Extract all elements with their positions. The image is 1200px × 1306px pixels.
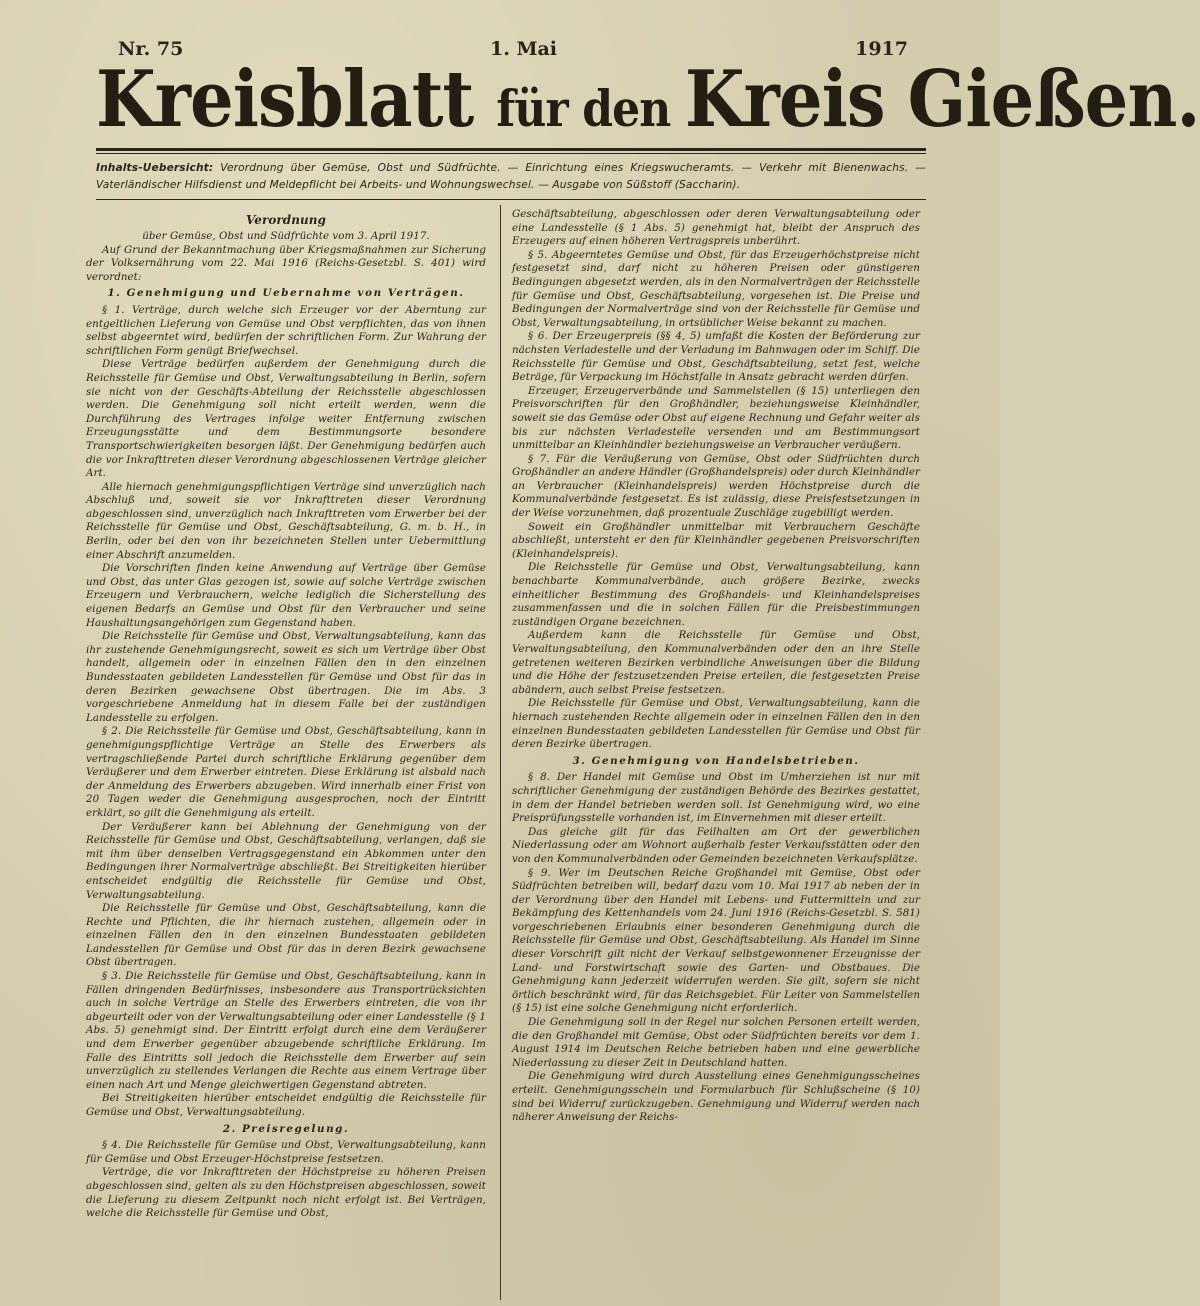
paragraph: Die Reichsstelle für Gemüse und Obst, Geschäftsabteilung, kann die Rechte und Pflichten, die ihr hiernach zustehen, allgemein oder in einzelnen Fällen den in den einzelnen Bundesstaaten gebildeten Landesstellen für Gemüse und Obst für das in deren Bezirk gewachsene Obst übertragen. [86, 902, 486, 969]
article-title: Verordnung [246, 213, 326, 227]
paragraph: Die Reichsstelle für Gemüse und Obst, Verwaltungsabteilung, kann benachbarte Kommunalverbände, auch größere Bezirke, zwecks einheitlicher Bestimmung des Großhandels- und Kleinhandelspreises zusammenfassen und die in solchen Fällen für die Preisbestimmungen zuständigen Organe bezeichnen. [512, 561, 920, 628]
section-heading: 1. Genehmigung und Uebernahme von Verträgen. [107, 287, 465, 300]
toc-text: Verordnung über Gemüse, Obst und Südfrüchte. — Einrichtung eines Kriegswucheramts. — Verkehr mit Bienenwachs. — Vaterländischer Hilfsdienst und Meldepflicht bei Arbeits- und Wohnungswechsel. — Ausgabe von Süßstoff (Saccharin). [96, 162, 926, 191]
paragraph: § 3. Die Reichsstelle für Gemüse und Obst, Geschäftsabteilung, kann in Fällen dringenden Bedürfnisses, insbesondere aus Transportrücksichten auch in solche Verträge an Stelle des Erwerbers eintreten, die von ihr abgeurteilt oder von der Verwaltungsabteilung oder einer Landesstelle (§ 1 Abs. 5) genehmigt sind. Der Eintritt erfolgt durch eine dem Veräußerer und dem Erwerber gegenüber abzugebende schriftliche Erklärung. Im Falle des Eintritts soll jedoch die Reichsstelle dem Erwerber auf sein unverzüglich zu stellendes Verlangen die Rechte aus einem Vertrage über einen nach Art und Menge gleichwertigen Gegenstand abtreten. [86, 970, 486, 1091]
article-subtitle: über Gemüse, Obst und Südfrüchte vom 3. April 1917. [142, 230, 430, 242]
paragraph: Alle hiernach genehmigungspflichtigen Verträge sind unverzüglich nach Abschluß und, soweit sie vor Inkrafttreten dieser Verordnung abgeschlossen sind, unverzüglich nach Inkrafttreten vom Erwerber bei der Reichsstelle für Gemüse und Obst, Geschäftsabteilung, G. m. b. H., in Berlin, oder bei den von ihr bezeichneten Stellen unter Uebermittlung einer Abschrift anzumelden. [86, 480, 486, 561]
paragraph: Soweit ein Großhändler unmittelbar mit Verbrauchern Geschäfte abschließt, untersteht er den für Kleinhändler gegebenen Preisvorschriften (Kleinhandelspreis). [512, 520, 920, 560]
masthead-part-1: Kreisblatt [96, 54, 497, 145]
issue-number: Nr. 75 [118, 38, 184, 60]
paragraph: § 9. Wer im Deutschen Reiche Großhandel mit Gemüse, Obst oder Südfrüchten betreiben will, bedarf dazu vom 10. Mai 1917 ab neben der in der Verordnung über den Handel mit Lebens- und Futtermitteln und zur Bekämpfung des Kettenhandels vom 24. Juni 1916 (Reichs-Gesetzbl. S. 581) vorgeschriebenen Erlaubnis einer besonderen Genehmigung durch die Reichsstelle für Gemüse und Obst, Geschäftsabteilung. Als Handel im Sinne dieser Vorschrift gilt nicht der Verkauf selbstgewonnener Erzeugnisse der Land- und Forstwirtschaft sowie des Garten- und Obstbaues. Die Genehmigung kann jederzeit widerrufen werden. Sie gilt, sofern sie nicht örtlich beschränkt wird, für das Reichsgebiet. Für Leiter von Sammelstellen (§ 15) ist eine solche Genehmigung nicht erforderlich. [512, 866, 920, 1015]
section-heading: 3. Genehmigung von Handelsbetrieben. [572, 754, 860, 767]
paragraph: § 8. Der Handel mit Gemüse und Obst im Umherziehen ist nur mit schriftlicher Genehmigung der zuständigen Behörde des Bezirkes gestattet, in dem der Handel betrieben werden soll. Ist Genehmigung wird, wo eine Preisprüfungsstelle vorhanden ist, im Einvernehmen mit dieser erteilt. [512, 771, 920, 825]
paragraph: Die Reichsstelle für Gemüse und Obst, Verwaltungsabteilung, kann die hiernach zustehenden Rechte allgemein oder in einzelnen Fällen den in den einzelnen Bundesstaaten gebildeten Landesstellen für Gemüse und Obst für deren Bezirke übertragen. [512, 697, 920, 751]
paragraph: Bei Streitigkeiten hierüber entscheidet endgültig die Reichsstelle für Gemüse und Obst, Verwaltungsabteilung. [86, 1092, 486, 1118]
paragraph: Der Veräußerer kann bei Ablehnung der Genehmigung von der Reichsstelle für Gemüse und Obst, Geschäftsabteilung, verlangen, daß sie mit ihm über denselben Vertragsgegenstand ein Abkommen unter den Bedingungen ihrer Normalverträge abschließt. Bei Streitigkeiten hierüber entscheidet endgültig die Reichsstelle für Gemüse und Obst, Verwaltungsabteilung. [86, 820, 486, 901]
column-divider [500, 205, 501, 1300]
issue-date: 1. Mai [490, 38, 558, 60]
paragraph: Auf Grund der Bekanntmachung über Kriegsmaßnahmen zur Sicherung der Volksernährung vom 22. Mai 1916 (Reichs-Gesetzbl. S. 401) wird verordnet: [86, 243, 486, 283]
paragraph: Die Vorschriften finden keine Anwendung auf Verträge über Gemüse und Obst, das unter Glas gezogen ist, sowie auf solche Verträge zwischen Erzeugern und Verbrauchern, welche lediglich die Sicherstellung des eigenen Bedarfs an Gemüse und Obst für den Verbraucher und seine Haushaltungsangehörigen zum Gegenstand haben. [86, 562, 486, 629]
paragraph: Erzeuger, Erzeugerverbände und Sammelstellen (§ 15) unterliegen den Preisvorschriften für den Großhändler, beziehungsweise Kleinhändler, soweit sie das Gemüse oder Obst auf eigene Rechnung und Gefahr weiter als bis zur nächsten Verladestelle versenden und am Bestimmungsort unmittelbar an Kleinhändler beziehungsweise an Verbraucher veräußern. [512, 384, 920, 452]
right-column [512, 208, 920, 1303]
paragraph: Die Genehmigung wird durch Ausstellung eines Genehmigungsscheines erteilt. Genehmigungsschein und Formularbuch für Schlußscheine (§ 10) sind bei Widerruf zurückzugeben. Genehmigung und Widerruf werden nach näherer Anweisung der Reichs- [512, 1070, 920, 1124]
paragraph: Das gleiche gilt für das Feilhalten am Ort der gewerblichen Niederlassung oder am Wohnort außerhalb fester Verkaufsstätten oder den von den Kommunalverbänden oder Gemeinden bezeichneten Verkaufsplätze. [512, 825, 920, 865]
paragraph: § 5. Abgeerntetes Gemüse und Obst, für das Erzeugerhöchstpreise nicht festgesetzt sind, darf nicht zu höheren Preisen oder günstigeren Bedingungen abgesetzt werden, als in den Normalverträgen der Reichsstelle für Gemüse und Obst, Geschäftsabteilung, vorgesehen ist. Die Preise und Bedingungen der Normalverträge sind von der Reichsstelle für Gemüse und Obst, Verwaltungsabteilung, in ortsüblicher Weise bekannt zu machen. [512, 248, 920, 329]
masthead-part-3: Kreis Gießen. [684, 54, 1200, 145]
paragraph: § 2. Die Reichsstelle für Gemüse und Obst, Geschäftsabteilung, kann in genehmigungspflichtige Verträge an Stelle des Erwerbers als vertragschließende Partei durch schriftliche Erklärung gegenüber dem Veräußerer und dem Erwerber eintreten. Diese Erklärung ist alsbald nach der Anmeldung des Erwerbers abzugeben. Wird innerhalb einer Frist von 20 Tagen weder die Genehmigung ausgesprochen, noch der Eintritt erklärt, so gilt die Genehmigung als erteilt. [86, 725, 486, 819]
toc-label: Inhalts-Uebersicht: [96, 162, 214, 174]
paragraph: § 1. Verträge, durch welche sich Erzeuger vor der Aberntung zur entgeltlichen Lieferung von Gemüse und Obst verpflichten, das von ihnen selbst abgeerntet wird, bedürfen der schriftlichen Form. Zur Wahrung der schriftlichen Form genügt Briefwechsel. [86, 303, 486, 357]
paragraph: Diese Verträge bedürfen außerdem der Genehmigung durch die Reichsstelle für Gemüse und Obst, Verwaltungsabteilung in Berlin, sofern sie nicht von der Geschäfts-Abteilung der Reichsstelle abgeschlossen werden. Die Genehmigung soll nicht erteilt werden, wenn die Durchführung des Vertrages infolge weiter Entfernung zwischen Erzeugungsstätte und dem Bestimmungsorte besondere Transportschwierigkeiten besorgen läßt. Der Genehmigung bedürfen auch die vor Inkrafttreten dieser Verordnung abgeschlossenen Verträge gleicher Art. [86, 358, 486, 480]
issue-year: 1917 [855, 38, 908, 60]
paragraph: Verträge, die vor Inkrafttreten der Höchstpreise zu höheren Preisen abgeschlossen sind, gelten als zu den Höchstpreisen abgeschlossen, soweit die Lieferung zu diesem Zeitpunkt noch nicht erfolgt ist. Bei Verträgen, welche die Reichsstelle für Gemüse und Obst, [86, 1166, 486, 1220]
paragraph: Außerdem kann die Reichsstelle für Gemüse und Obst, Verwaltungsabteilung, den Kommunalverbänden oder den an ihre Stelle getretenen weiteren Bezirken verbindliche Anweisungen über die Bildung und die Höhe der festzusetzenden Preise erteilen, die festgesetzten Preise abändern, auch selbst Preise festsetzen. [512, 629, 920, 696]
masthead-title [96, 54, 1200, 146]
paragraph: § 4. Die Reichsstelle für Gemüse und Obst, Verwaltungsabteilung, kann für Gemüse und Obst Erzeuger-Höchstpreise festsetzen. [86, 1139, 486, 1165]
table-of-contents [96, 160, 926, 196]
left-column [86, 208, 486, 1303]
masthead-rule-thin [96, 153, 926, 154]
toc-rule [96, 199, 926, 200]
section-heading: 2. Preisregelung. [222, 1122, 350, 1135]
paragraph: Die Genehmigung soll in der Regel nur solchen Personen erteilt werden, die den Großhandel mit Gemüse, Obst oder Südfrüchten bereits vor dem 1. August 1914 im Deutschen Reiche betrieben haben und eine gewerbliche Niederlassung zu dieser Zeit in Deutschland hatten. [512, 1016, 920, 1069]
paragraph: Geschäftsabteilung, abgeschlossen oder deren Verwaltungsabteilung oder eine Landesstelle (§ 1 Abs. 5) genehmigt hat, bleibt der Anspruch des Erzeugers auf einen höheren Vertragspreis unberührt. [512, 208, 920, 248]
masthead-rule-thick [96, 148, 926, 151]
masthead-part-2: für den [496, 79, 685, 138]
paragraph: Die Reichsstelle für Gemüse und Obst, Verwaltungsabteilung, kann das ihr zustehende Genehmigungsrecht, soweit es sich um Verträge über Obst handelt, allgemein oder in einzelnen Fällen den in den einzelnen Bundesstaaten gebildeten Landesstellen für Gemüse und Obst für das in deren Bezirken gewachsene Obst übertragen. Die im Abs. 3 vorgeschriebene Anmeldung hat in diesem Falle bei der zuständigen Landesstelle zu erfolgen. [86, 630, 486, 724]
paragraph: § 6. Der Erzeugerpreis (§§ 4, 5) umfaßt die Kosten der Beförderung zur nächsten Verladestelle und der Verladung im Bahnwagen oder im Schiff. Die Reichsstelle für Gemüse und Obst, Geschäftsabteilung, setzt fest, welche Beträge, für Verpackung im Höchstfalle in Ansatz gebracht werden dürfen. [512, 330, 920, 384]
paragraph: § 7. Für die Veräußerung von Gemüse, Obst oder Südfrüchten durch Großhändler an andere Händler (Großhandelspreis) oder durch Kleinhändler an Verbraucher (Kleinhandelspreis) werden Höchstpreise durch die Kommunalverbände festgesetzt. Es ist zulässig, diese Preisfestsetzungen in der Weise vorzunehmen, daß prozentuale Zuschläge zugebilligt werden. [512, 452, 920, 520]
